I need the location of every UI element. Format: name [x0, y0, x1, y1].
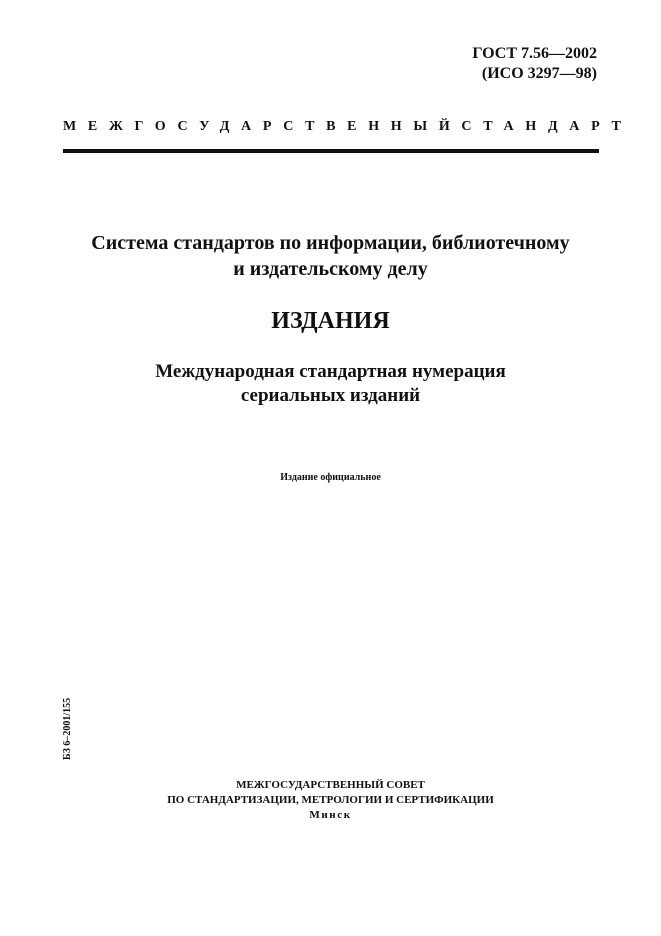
system-title-line-2: и издательскому делу: [233, 258, 428, 280]
side-registration-code: БЗ 6–2001/155: [62, 697, 73, 760]
header-rule-divider: [63, 149, 599, 153]
standard-designation: [472, 44, 597, 84]
official-edition-note: Издание официальное: [280, 472, 381, 483]
publisher-line-1: МЕЖГОСУДАРСТВЕННЫЙ СОВЕТ: [236, 779, 425, 791]
banner-left-word: МЕЖГОСУДАРСТВЕННЫЙ: [63, 119, 462, 134]
gost-number: ГОСТ 7.56—2002: [472, 45, 597, 62]
iso-number: (ИСО 3297—98): [481, 65, 597, 82]
subtitle-line-2: сериальных изданий: [240, 385, 421, 406]
document-subtitle: [0, 360, 661, 408]
banner-right-word: СТАНДАРТ: [461, 119, 633, 134]
publisher-city: Минск: [309, 809, 352, 821]
system-title: [0, 230, 661, 282]
document-main-title: ИЗДАНИЯ: [271, 308, 390, 334]
system-title-line-1: Система стандартов по информации, библиотечному: [91, 232, 570, 254]
subtitle-line-1: Международная стандартная нумерация: [155, 361, 506, 382]
publisher-block: [0, 778, 661, 823]
interstate-standard-banner: [63, 119, 633, 135]
publisher-line-2: ПО СТАНДАРТИЗАЦИИ, МЕТРОЛОГИИ И СЕРТИФИКАЦИИ: [167, 794, 494, 806]
